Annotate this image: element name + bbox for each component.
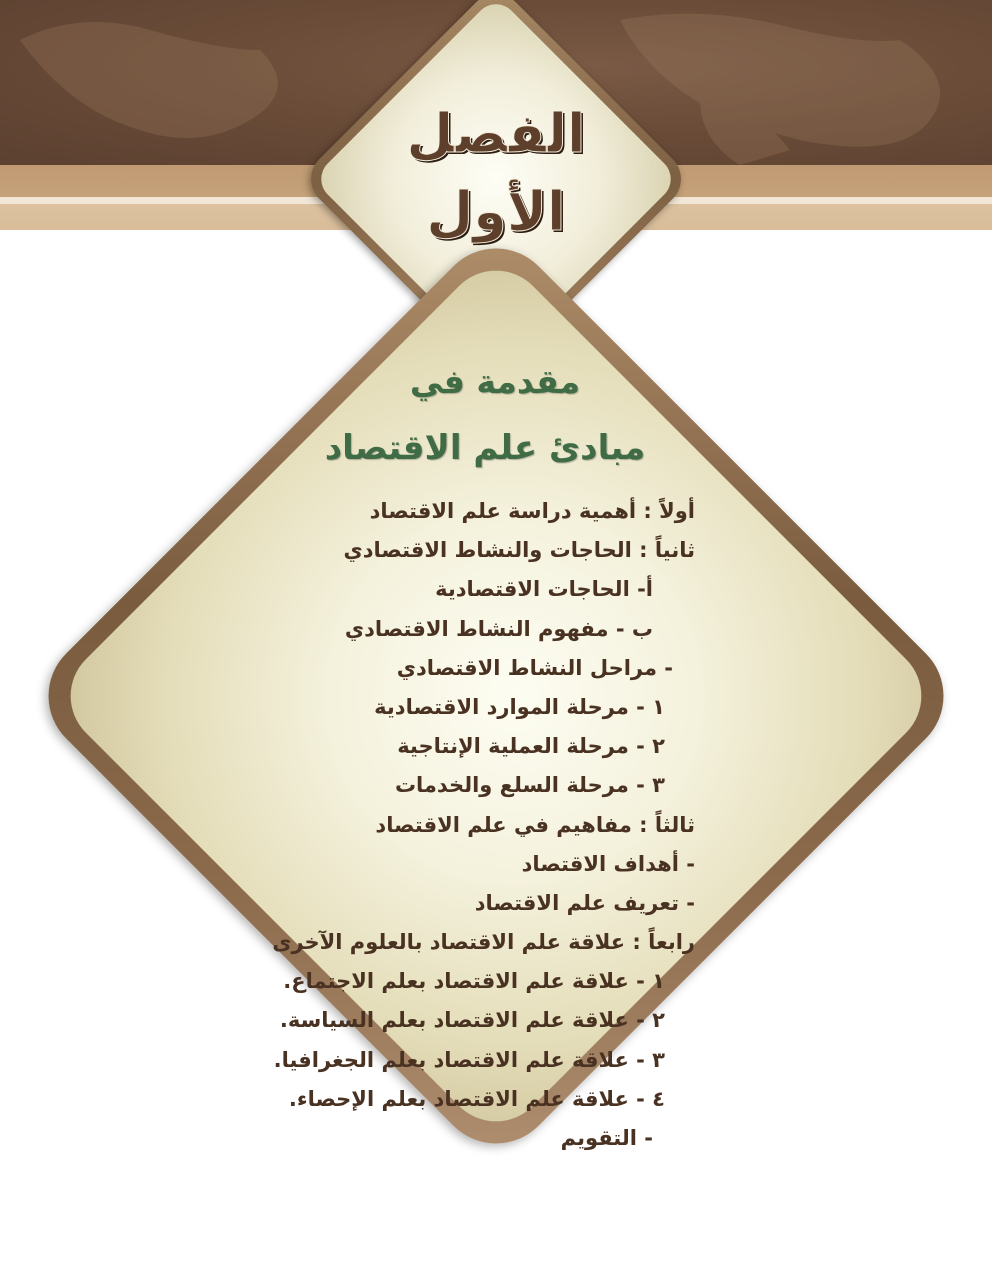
contents-item: - تعريف علم الاقتصاد	[474, 890, 695, 915]
contents-item: رابعاً : علاقة علم الاقتصاد بالعلوم الآخرى	[272, 930, 695, 955]
contents-item: ٣ - علاقة علم الاقتصاد بعلم الجغرافيا.	[273, 1047, 665, 1072]
contents-item: أ- الحاجات الاقتصادية	[435, 577, 653, 602]
contents-item: ٤ - علاقة علم الاقتصاد بعلم الإحصاء.	[288, 1086, 665, 1111]
contents-item: ١ - علاقة علم الاقتصاد بعلم الاجتماع.	[283, 969, 665, 994]
chapter-title-line1: الفصل	[406, 102, 586, 165]
contents-item: - مراحل النشاط الاقتصادي	[396, 655, 673, 680]
contents-item: ٣ - مرحلة السلع والخدمات	[394, 773, 665, 798]
contents-item: ب - مفهوم النشاط الاقتصادي	[344, 616, 653, 641]
contents-item: ثانياً : الحاجات والنشاط الاقتصادي	[343, 538, 695, 563]
contents-list	[220, 492, 695, 1158]
unit-title-line2: مبادئ علم الاقتصاد	[324, 428, 646, 468]
contents-item: - التقويم	[560, 1126, 653, 1150]
contents-item: ٢ - مرحلة العملية الإنتاجية	[397, 734, 665, 759]
chapter-title	[370, 95, 622, 251]
contents-item: - أهداف الاقتصاد	[521, 851, 695, 876]
contents-item: ٢ - علاقة علم الاقتصاد بعلم السياسة.	[279, 1008, 665, 1033]
contents-item: ١ - مرحلة الموارد الاقتصادية	[374, 694, 665, 719]
contents-item: أولاً : أهمية دراسة علم الاقتصاد	[369, 499, 695, 523]
unit-title-line1: مقدمة في	[409, 362, 581, 401]
chapter-title-line2: الأول	[426, 180, 566, 243]
contents-item: ثالثاً : مفاهيم في علم الاقتصاد	[375, 812, 695, 837]
